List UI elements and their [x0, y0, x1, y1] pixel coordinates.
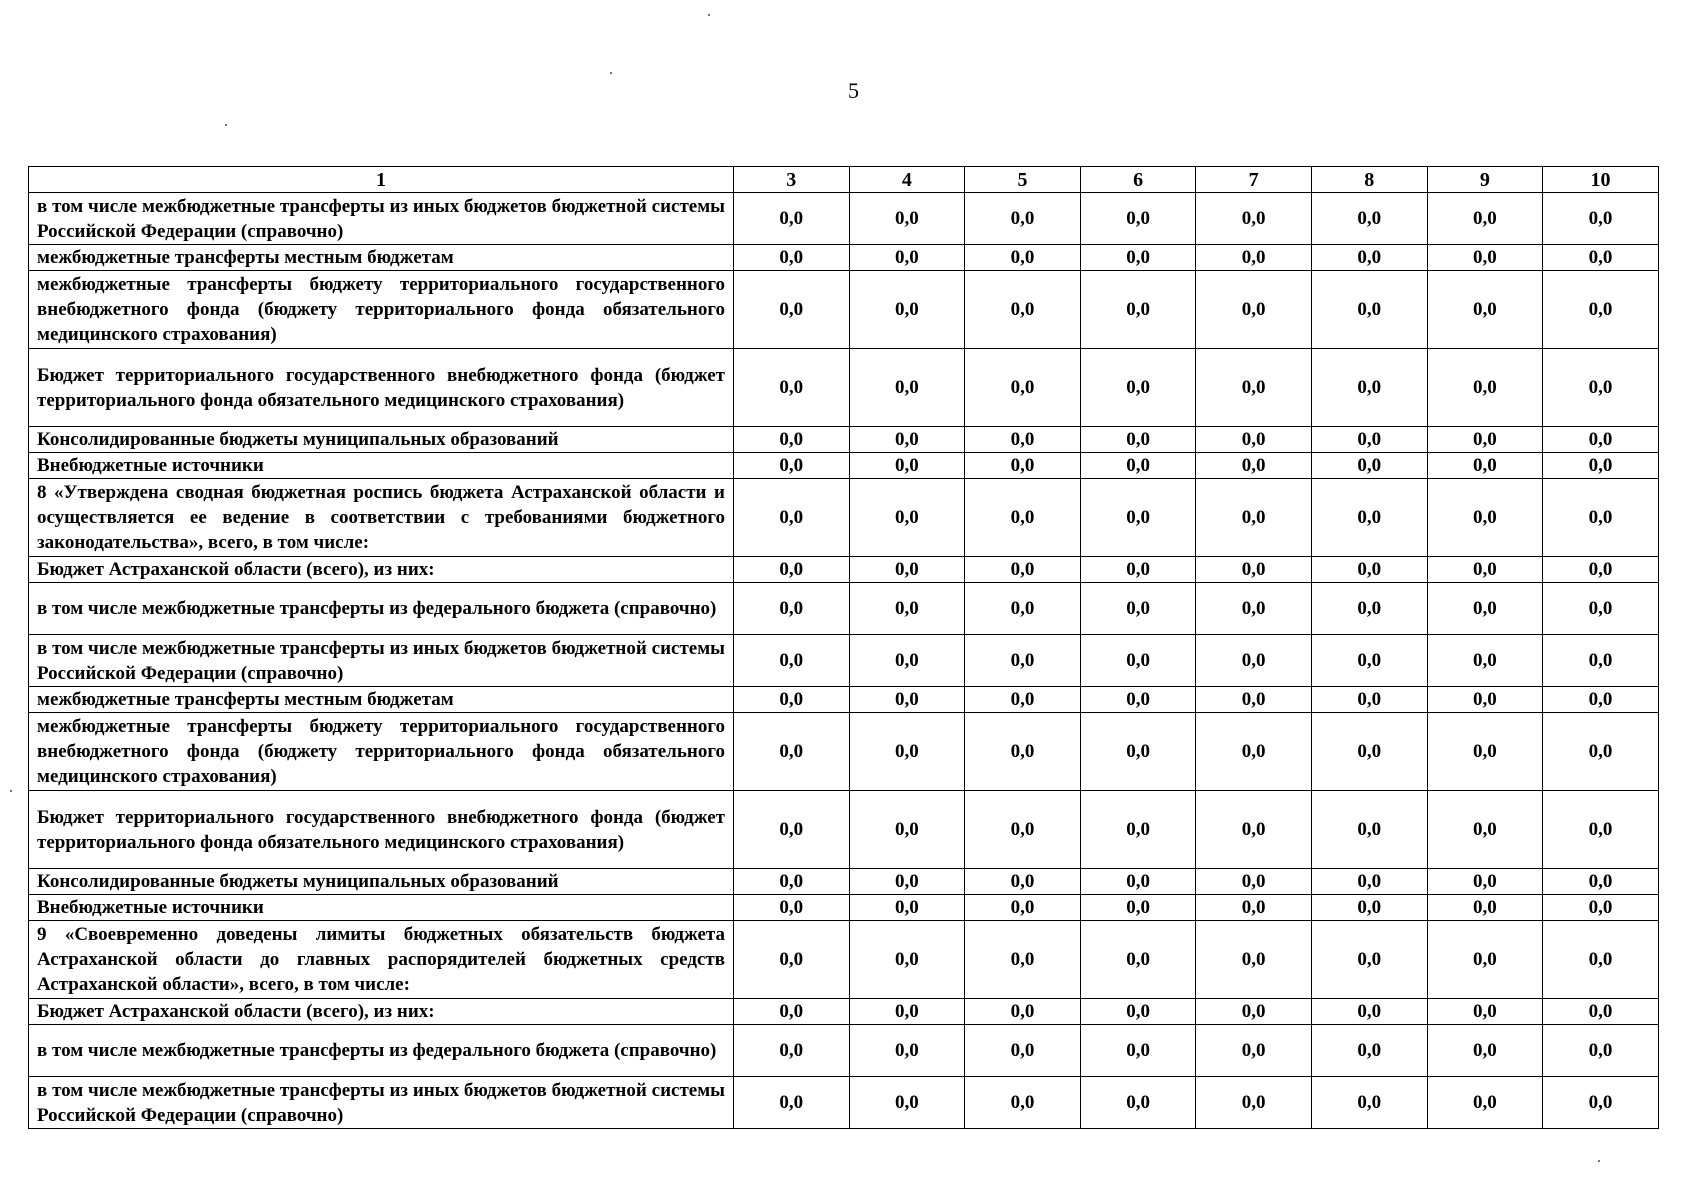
table-row: [29, 271, 1659, 349]
value-cell: 0,0: [965, 557, 1081, 583]
value-cell: 0,0: [849, 869, 965, 895]
value-cell: 0,0: [965, 453, 1081, 479]
row-label: в том числе межбюджетные трансферты из иных бюджетов бюджетной системы Российской Федерации (справочно): [29, 193, 734, 245]
value-cell: 0,0: [734, 193, 850, 245]
value-cell: 0,0: [1543, 427, 1659, 453]
value-cell: 0,0: [849, 193, 965, 245]
value-cell: 0,0: [1196, 349, 1312, 427]
value-cell: 0,0: [1080, 453, 1196, 479]
table-row: [29, 999, 1659, 1025]
value-cell: 0,0: [1080, 557, 1196, 583]
value-cell: 0,0: [734, 1077, 850, 1129]
header-cell: 8: [1311, 167, 1427, 193]
value-cell: 0,0: [849, 921, 965, 999]
value-cell: 0,0: [1311, 583, 1427, 635]
value-cell: 0,0: [1196, 869, 1312, 895]
value-cell: 0,0: [1311, 193, 1427, 245]
value-cell: 0,0: [1196, 557, 1312, 583]
value-cell: 0,0: [1311, 245, 1427, 271]
value-cell: 0,0: [1196, 999, 1312, 1025]
value-cell: 0,0: [1196, 427, 1312, 453]
value-cell: 0,0: [1543, 713, 1659, 791]
value-cell: 0,0: [1080, 635, 1196, 687]
row-label: в том числе межбюджетные трансферты из федерального бюджета (справочно): [29, 583, 734, 635]
value-cell: 0,0: [1543, 921, 1659, 999]
table-row: [29, 583, 1659, 635]
value-cell: 0,0: [1427, 869, 1543, 895]
value-cell: 0,0: [1080, 791, 1196, 869]
value-cell: 0,0: [1311, 895, 1427, 921]
value-cell: 0,0: [1543, 245, 1659, 271]
value-cell: 0,0: [849, 895, 965, 921]
value-cell: 0,0: [1080, 895, 1196, 921]
value-cell: 0,0: [1311, 635, 1427, 687]
value-cell: 0,0: [1196, 193, 1312, 245]
value-cell: 0,0: [1311, 713, 1427, 791]
value-cell: 0,0: [1427, 245, 1543, 271]
value-cell: 0,0: [965, 1025, 1081, 1077]
value-cell: 0,0: [1196, 271, 1312, 349]
value-cell: 0,0: [1196, 713, 1312, 791]
value-cell: 0,0: [734, 427, 850, 453]
value-cell: 0,0: [734, 583, 850, 635]
table-row: [29, 635, 1659, 687]
value-cell: 0,0: [1543, 1025, 1659, 1077]
value-cell: 0,0: [734, 635, 850, 687]
value-cell: 0,0: [1427, 271, 1543, 349]
value-cell: 0,0: [965, 349, 1081, 427]
value-cell: 0,0: [1311, 921, 1427, 999]
value-cell: 0,0: [849, 245, 965, 271]
value-cell: 0,0: [849, 687, 965, 713]
table-row: [29, 713, 1659, 791]
value-cell: 0,0: [1196, 895, 1312, 921]
scan-speck: [610, 72, 612, 74]
value-cell: 0,0: [1080, 687, 1196, 713]
value-cell: 0,0: [965, 687, 1081, 713]
table-row: [29, 245, 1659, 271]
value-cell: 0,0: [1311, 791, 1427, 869]
value-cell: 0,0: [965, 869, 1081, 895]
row-label: в том числе межбюджетные трансферты из иных бюджетов бюджетной системы Российской Федерации (справочно): [29, 1077, 734, 1129]
value-cell: 0,0: [1427, 349, 1543, 427]
scan-speck: [225, 124, 227, 126]
value-cell: 0,0: [1427, 479, 1543, 557]
row-label: Бюджет территориального государственного внебюджетного фонда (бюджет территориального фонда обязательного медицинского страхования): [29, 791, 734, 869]
value-cell: 0,0: [965, 713, 1081, 791]
header-cell: 9: [1427, 167, 1543, 193]
value-cell: 0,0: [1196, 583, 1312, 635]
value-cell: 0,0: [1543, 895, 1659, 921]
row-label: Внебюджетные источники: [29, 895, 734, 921]
table-row: [29, 869, 1659, 895]
value-cell: 0,0: [1427, 453, 1543, 479]
value-cell: 0,0: [1080, 427, 1196, 453]
value-cell: 0,0: [734, 687, 850, 713]
table-row: [29, 193, 1659, 245]
budget-table-container: [28, 166, 1658, 1129]
table-row: [29, 1025, 1659, 1077]
table-row: [29, 791, 1659, 869]
row-label: Бюджет территориального государственного внебюджетного фонда (бюджет территориального фонда обязательного медицинского страхования): [29, 349, 734, 427]
value-cell: 0,0: [734, 557, 850, 583]
row-label: межбюджетные трансферты местным бюджетам: [29, 245, 734, 271]
value-cell: 0,0: [1311, 1077, 1427, 1129]
value-cell: 0,0: [1427, 635, 1543, 687]
value-cell: 0,0: [734, 1025, 850, 1077]
header-cell: 7: [1196, 167, 1312, 193]
value-cell: 0,0: [849, 453, 965, 479]
value-cell: 0,0: [1196, 1025, 1312, 1077]
value-cell: 0,0: [1543, 869, 1659, 895]
value-cell: 0,0: [1196, 921, 1312, 999]
value-cell: 0,0: [1543, 271, 1659, 349]
value-cell: 0,0: [1196, 1077, 1312, 1129]
value-cell: 0,0: [1543, 791, 1659, 869]
value-cell: 0,0: [734, 453, 850, 479]
value-cell: 0,0: [734, 921, 850, 999]
value-cell: 0,0: [1543, 687, 1659, 713]
value-cell: 0,0: [1196, 453, 1312, 479]
value-cell: 0,0: [849, 1025, 965, 1077]
value-cell: 0,0: [1080, 1077, 1196, 1129]
value-cell: 0,0: [1080, 999, 1196, 1025]
header-cell: 3: [734, 167, 850, 193]
value-cell: 0,0: [1080, 271, 1196, 349]
table-row: [29, 1077, 1659, 1129]
value-cell: 0,0: [1080, 713, 1196, 791]
value-cell: 0,0: [1427, 1077, 1543, 1129]
row-label: 8 «Утверждена сводная бюджетная роспись бюджета Астраханской области и осуществляется ее ведение в соответствии с требованиями бюджетного законодательства», всего, в том числе:: [29, 479, 734, 557]
value-cell: 0,0: [1427, 427, 1543, 453]
value-cell: 0,0: [965, 895, 1081, 921]
value-cell: 0,0: [965, 583, 1081, 635]
header-cell: 5: [965, 167, 1081, 193]
table-row: [29, 349, 1659, 427]
value-cell: 0,0: [1080, 869, 1196, 895]
value-cell: 0,0: [849, 479, 965, 557]
scan-speck: [708, 14, 710, 16]
value-cell: 0,0: [849, 999, 965, 1025]
value-cell: 0,0: [1427, 1025, 1543, 1077]
value-cell: 0,0: [965, 1077, 1081, 1129]
value-cell: 0,0: [1080, 349, 1196, 427]
table-row: [29, 895, 1659, 921]
scan-speck: [1598, 1160, 1600, 1162]
value-cell: 0,0: [1543, 583, 1659, 635]
value-cell: 0,0: [734, 349, 850, 427]
value-cell: 0,0: [849, 791, 965, 869]
value-cell: 0,0: [1196, 635, 1312, 687]
row-label: Внебюджетные источники: [29, 453, 734, 479]
value-cell: 0,0: [1080, 245, 1196, 271]
row-label: 9 «Своевременно доведены лимиты бюджетных обязательств бюджета Астраханской области до главных распорядителей бюджетных средств Астраханской области», всего, в том числе:: [29, 921, 734, 999]
value-cell: 0,0: [965, 193, 1081, 245]
value-cell: 0,0: [1311, 687, 1427, 713]
header-row: [29, 167, 1659, 193]
table-row: [29, 687, 1659, 713]
row-label: межбюджетные трансферты бюджету территориального государственного внебюджетного фонда (бюджету территориального фонда обязательного медицинского страхования): [29, 271, 734, 349]
value-cell: 0,0: [1196, 479, 1312, 557]
value-cell: 0,0: [965, 427, 1081, 453]
value-cell: 0,0: [1311, 869, 1427, 895]
row-label: в том числе межбюджетные трансферты из иных бюджетов бюджетной системы Российской Федерации (справочно): [29, 635, 734, 687]
value-cell: 0,0: [965, 271, 1081, 349]
row-label: Консолидированные бюджеты муниципальных образований: [29, 869, 734, 895]
value-cell: 0,0: [1080, 479, 1196, 557]
value-cell: 0,0: [734, 999, 850, 1025]
value-cell: 0,0: [1427, 557, 1543, 583]
value-cell: 0,0: [965, 245, 1081, 271]
value-cell: 0,0: [849, 427, 965, 453]
table-row: [29, 453, 1659, 479]
value-cell: 0,0: [1543, 635, 1659, 687]
value-cell: 0,0: [1311, 349, 1427, 427]
value-cell: 0,0: [965, 635, 1081, 687]
value-cell: 0,0: [734, 791, 850, 869]
value-cell: 0,0: [849, 713, 965, 791]
value-cell: 0,0: [1311, 1025, 1427, 1077]
value-cell: 0,0: [1543, 193, 1659, 245]
value-cell: 0,0: [1427, 999, 1543, 1025]
table-row: [29, 557, 1659, 583]
row-label: в том числе межбюджетные трансферты из федерального бюджета (справочно): [29, 1025, 734, 1077]
header-cell: 10: [1543, 167, 1659, 193]
value-cell: 0,0: [965, 791, 1081, 869]
value-cell: 0,0: [1196, 791, 1312, 869]
value-cell: 0,0: [1427, 791, 1543, 869]
table-row: [29, 921, 1659, 999]
value-cell: 0,0: [1080, 1025, 1196, 1077]
row-label: межбюджетные трансферты бюджету территориального государственного внебюджетного фонда (бюджету территориального фонда обязательного медицинского страхования): [29, 713, 734, 791]
value-cell: 0,0: [734, 895, 850, 921]
value-cell: 0,0: [1311, 999, 1427, 1025]
value-cell: 0,0: [1311, 479, 1427, 557]
value-cell: 0,0: [849, 349, 965, 427]
value-cell: 0,0: [1543, 349, 1659, 427]
value-cell: 0,0: [1543, 453, 1659, 479]
value-cell: 0,0: [1543, 1077, 1659, 1129]
value-cell: 0,0: [1427, 583, 1543, 635]
value-cell: 0,0: [734, 245, 850, 271]
value-cell: 0,0: [1196, 687, 1312, 713]
header-cell: 6: [1080, 167, 1196, 193]
value-cell: 0,0: [1543, 999, 1659, 1025]
value-cell: 0,0: [1427, 713, 1543, 791]
value-cell: 0,0: [1311, 557, 1427, 583]
scan-speck: [10, 790, 12, 792]
value-cell: 0,0: [965, 479, 1081, 557]
value-cell: 0,0: [965, 921, 1081, 999]
value-cell: 0,0: [1543, 479, 1659, 557]
value-cell: 0,0: [849, 271, 965, 349]
page-number: 5: [848, 78, 859, 103]
table-row: [29, 479, 1659, 557]
value-cell: 0,0: [1427, 895, 1543, 921]
row-label: Консолидированные бюджеты муниципальных образований: [29, 427, 734, 453]
header-cell: 4: [849, 167, 965, 193]
value-cell: 0,0: [1311, 271, 1427, 349]
value-cell: 0,0: [734, 479, 850, 557]
value-cell: 0,0: [965, 999, 1081, 1025]
value-cell: 0,0: [1427, 921, 1543, 999]
value-cell: 0,0: [734, 869, 850, 895]
value-cell: 0,0: [849, 1077, 965, 1129]
value-cell: 0,0: [734, 271, 850, 349]
row-label: межбюджетные трансферты местным бюджетам: [29, 687, 734, 713]
table-row: [29, 427, 1659, 453]
header-cell: 1: [29, 167, 734, 193]
value-cell: 0,0: [1080, 583, 1196, 635]
value-cell: 0,0: [1080, 193, 1196, 245]
value-cell: 0,0: [849, 557, 965, 583]
value-cell: 0,0: [1311, 453, 1427, 479]
value-cell: 0,0: [1543, 557, 1659, 583]
value-cell: 0,0: [849, 583, 965, 635]
value-cell: 0,0: [1311, 427, 1427, 453]
value-cell: 0,0: [1196, 245, 1312, 271]
table-body: [29, 193, 1659, 1129]
value-cell: 0,0: [1080, 921, 1196, 999]
value-cell: 0,0: [734, 713, 850, 791]
row-label: Бюджет Астраханской области (всего), из них:: [29, 557, 734, 583]
value-cell: 0,0: [1427, 193, 1543, 245]
value-cell: 0,0: [1427, 687, 1543, 713]
value-cell: 0,0: [849, 635, 965, 687]
row-label: Бюджет Астраханской области (всего), из них:: [29, 999, 734, 1025]
budget-table: [28, 166, 1659, 1129]
